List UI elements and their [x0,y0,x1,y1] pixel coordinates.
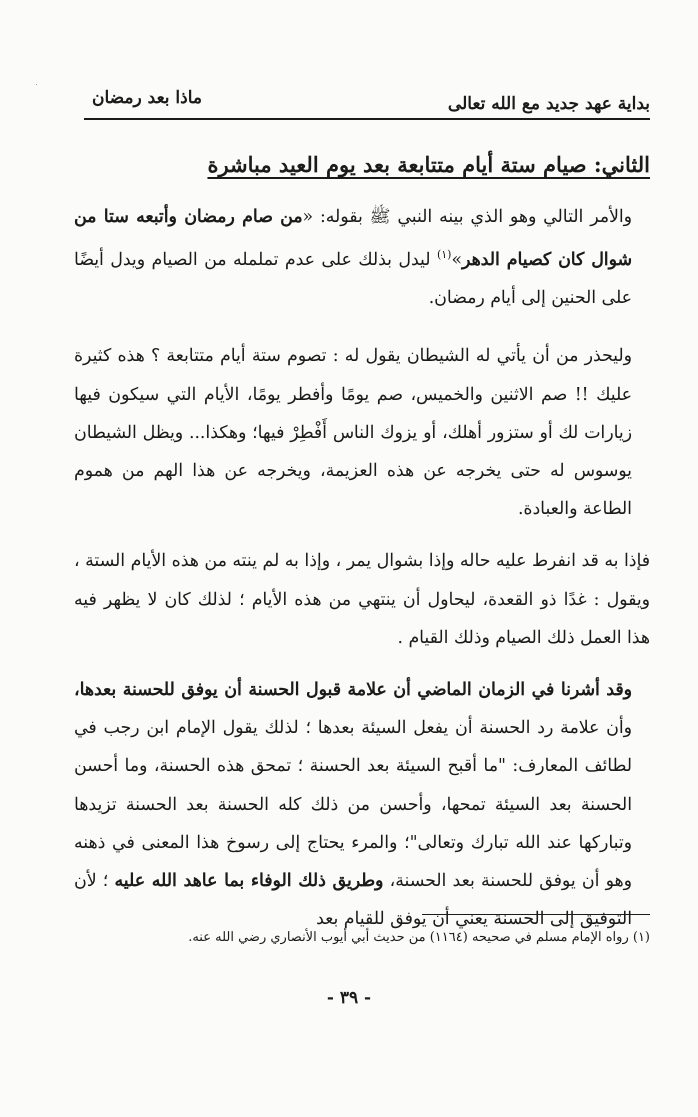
body-text [74,198,650,938]
p4-middle: وأن علامة رد الحسنة أن يفعل السيئة بعدها ؛ لذلك يقول الإمام ابن رجب في لطائف المعارف: "ما أقبح السيئة بعد الحسنة ؛ تمحق هذه الحسنة، وما أحسن الحسنة بعد السيئة تمحها، وأحسن من ذلك كله الحسنة بعد الحسنة تزيدها وتباركها عند الله تبارك وتعالى"؛ والمرء يحتاج إلى رسوخ هذا المعنى في ذهنه وهو أن يوفق للحسنة بعد الحسنة، [74,718,632,892]
page-number: - ٣٩ - [326,988,372,1008]
paragraph-3: فإذا به قد انفرط عليه حاله وإذا بشوال يمر ، وإذا به لم ينته من هذه الأيام الستة ، ويقول : غدًا ذو القعدة، ليحاول أن ينتهي من هذه الأيام ؛ لذلك كان لا يظهر فيه هذا العمل ذلك الصيام وذلك القيام . [74,551,650,648]
p1-intro: والأمر التالي وهو الذي بينه النبي ﷺ بقوله: « [302,207,632,227]
p4-end: ؛ لأن التوفيق إلى الحسنة يعني أن يوفق للقيام بعد [74,871,632,930]
book-title: بداية عهد جديد مع الله تعالى [447,94,650,114]
p4-bold-tail: وطريق ذلك الوفاء بما عاهد الله عليه [114,871,384,892]
paragraph-1 [74,198,650,317]
footnote: (١) رواه الإمام مسلم في صحيحه (١١٦٤) من حديث أبي أيوب الأنصاري رضي الله عنه. [188,930,650,945]
paragraph-4 [74,671,650,938]
chapter-title: ماذا بعد رمضان [92,88,202,108]
p1-close: » [451,249,463,270]
p4-bold-lead: وقد أشرنا في الزمان الماضي أن علامة قبول الحسنة أن يوفق للحسنة بعدها، [74,680,632,700]
scan-mark [36,84,37,85]
footnote-reference: (١) [436,248,452,262]
running-header [84,78,650,120]
hadith-quote: من صام رمضان وأتبعه ستا من شوال كان كصيام الدهر [74,207,632,270]
paragraph-2: وليحذر من أن يأتي له الشيطان يقول له : تصوم ستة أيام متتابعة ؟ هذه كثيرة عليك !! صم الاثنين والخميس، صم يومًا وأفطر يومًا، الأيام التي سيكون فيها زيارات لك أو ستزور أهلك، أو يزوك الناس أَفْطِرْ فيها؛ وهكذا... ويظل الشيطان يوسوس له حتى يخرجه عن هذه العزيمة، ويخرجه عن هذا الهم من هموم الطاعة والعبادة. [74,346,632,520]
footnote-divider [422,914,650,915]
section-heading: الثاني: صيام ستة أيام متتابعة بعد يوم العيد مباشرة [207,152,650,177]
p1-rest: ليدل بذلك على عدم تململه من الصيام ويدل أيضًا على الحنين إلى أيام رمضان. [74,249,632,309]
